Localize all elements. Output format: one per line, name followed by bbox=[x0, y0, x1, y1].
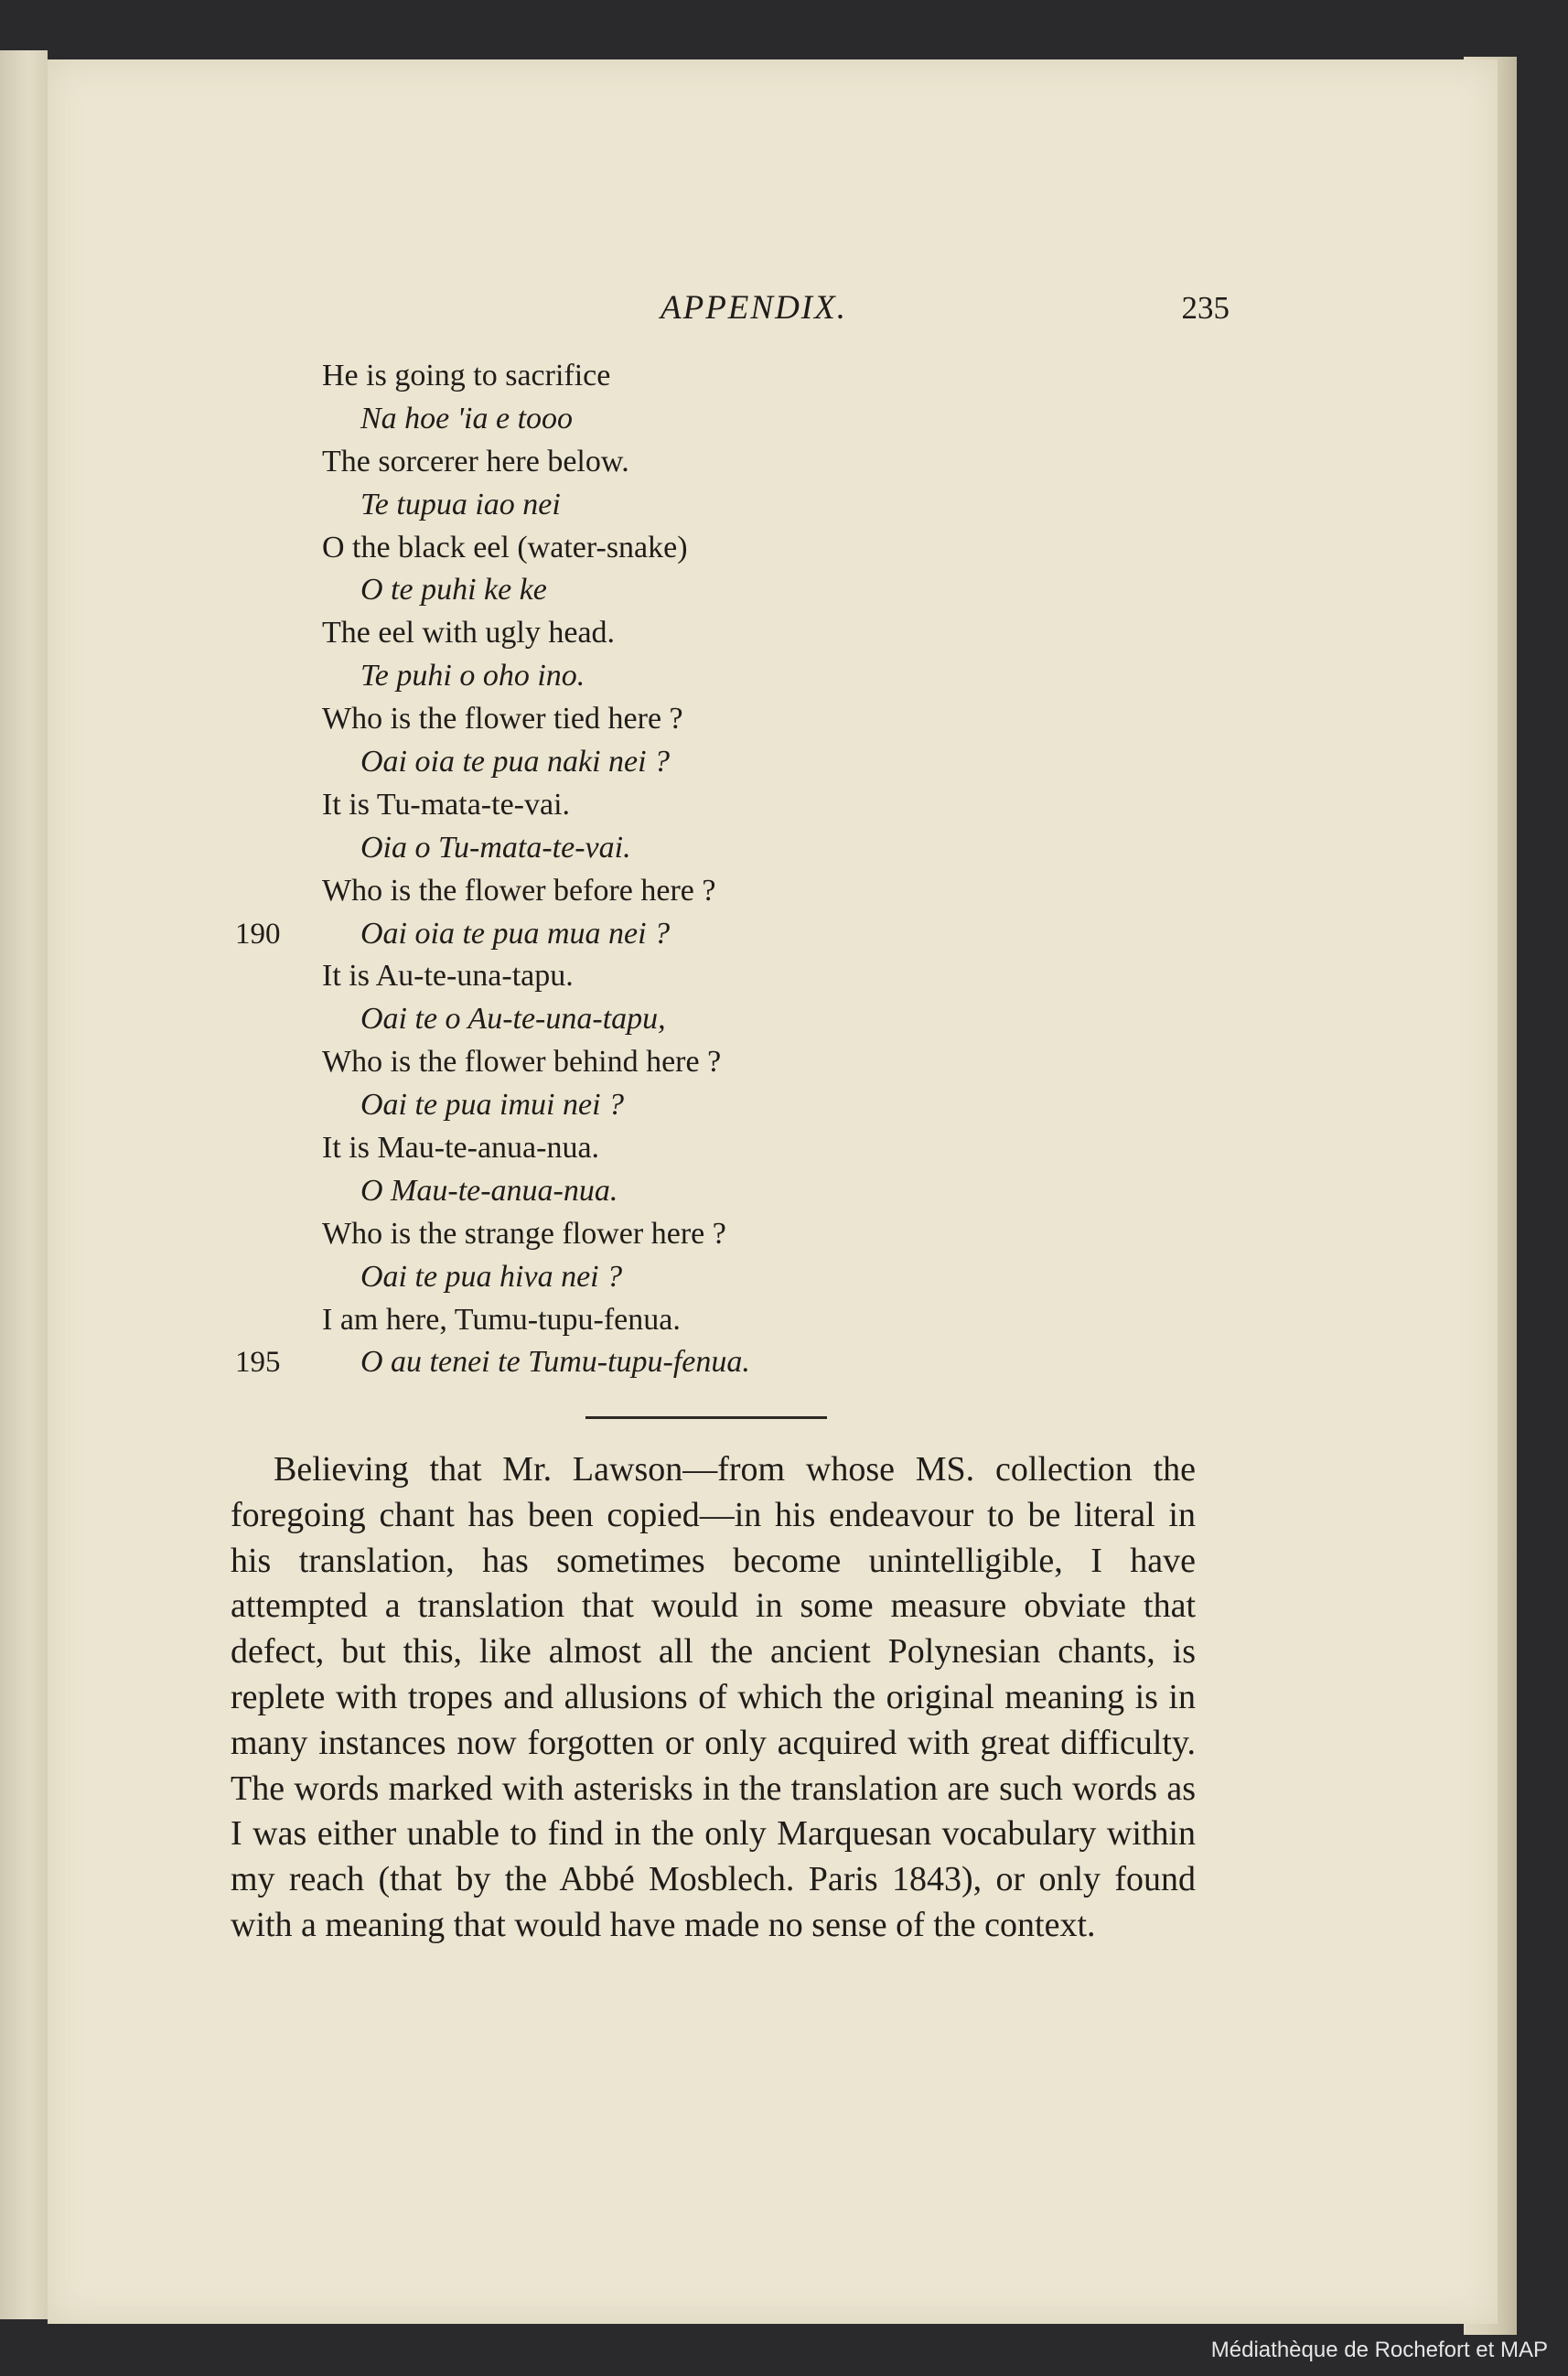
verse-line: O te puhi ke ke bbox=[360, 573, 547, 607]
chant-verses bbox=[235, 355, 1145, 1384]
verse-line: O Mau-te-anua-nua. bbox=[360, 1173, 618, 1208]
running-head bbox=[615, 288, 1255, 343]
verse-line: It is Mau-te-anua-nua. bbox=[322, 1131, 600, 1166]
section-divider bbox=[585, 1416, 827, 1419]
line-number: 195 bbox=[235, 1346, 281, 1380]
verse-line: Oai oia te pua naki nei ? bbox=[360, 745, 671, 779]
verse-line: The sorcerer here below. bbox=[322, 444, 629, 478]
verse-line: Who is the flower before here ? bbox=[322, 873, 716, 908]
verse-line: 190 Oai oia te pua mua nei ? bbox=[322, 913, 1145, 956]
verse-line: Na hoe 'ia e tooo bbox=[360, 401, 574, 435]
book-page bbox=[48, 59, 1498, 2324]
verse-line: O the black eel (water-snake) bbox=[322, 530, 688, 564]
verse-line: Te puhi o oho ino. bbox=[360, 659, 585, 693]
library-watermark: Médiathèque de Rochefort et MAP bbox=[1210, 2338, 1548, 2362]
verse-line: 195 O au tenei te Tumu-tupu-fenua. bbox=[322, 1341, 1145, 1384]
verse-line: I am here, Tumu-tupu-fenua. bbox=[322, 1302, 681, 1337]
verse-line: Oai te pua imui nei ? bbox=[360, 1088, 625, 1123]
verse-line: Oia o Tu-mata-te-vai. bbox=[360, 830, 631, 865]
verse-line: The eel with ugly head. bbox=[322, 616, 616, 650]
verse-line: Te tupua iao nei bbox=[360, 487, 561, 521]
verse-line: It is Au-te-una-tapu. bbox=[322, 959, 574, 994]
commentary-paragraph: Believing that Mr. Lawson—from whose MS. collection the foregoing chant has been copied—in his endeavour to be literal in his translation, has sometimes become unintelligible, I have attempted a translation that would in some measure obviate that defect, but this, like almost all the ancient Polynesian chants, is replete with tropes and allusions of which the original meaning is in many instances now forgotten or only acquired with great difficulty. The words marked with asterisks in the translation are such words as I was either unable to find in the only Marquesan vocabulary within my reach (that by the Abbé Mosblech. Paris 1843), or only found with a meaning that would have made no sense of the context. bbox=[231, 1450, 1196, 1944]
verse-line: He is going to sacrifice bbox=[322, 359, 611, 392]
verse-line: It is Tu-mata-te-vai. bbox=[322, 787, 571, 822]
verse-line: Who is the flower behind here ? bbox=[322, 1045, 722, 1080]
verse-line: Who is the flower tied here ? bbox=[322, 702, 683, 736]
line-number: 190 bbox=[235, 917, 281, 951]
verse-line: Oai te o Au-te-una-tapu, bbox=[360, 1002, 666, 1037]
verse-line: Who is the strange flower here ? bbox=[322, 1216, 726, 1251]
page-number: 235 bbox=[1181, 290, 1230, 326]
facing-page-edge bbox=[0, 50, 48, 2319]
verse-line: Oai te pua hiva nei ? bbox=[360, 1259, 623, 1294]
running-title: APPENDIX. bbox=[660, 289, 847, 327]
